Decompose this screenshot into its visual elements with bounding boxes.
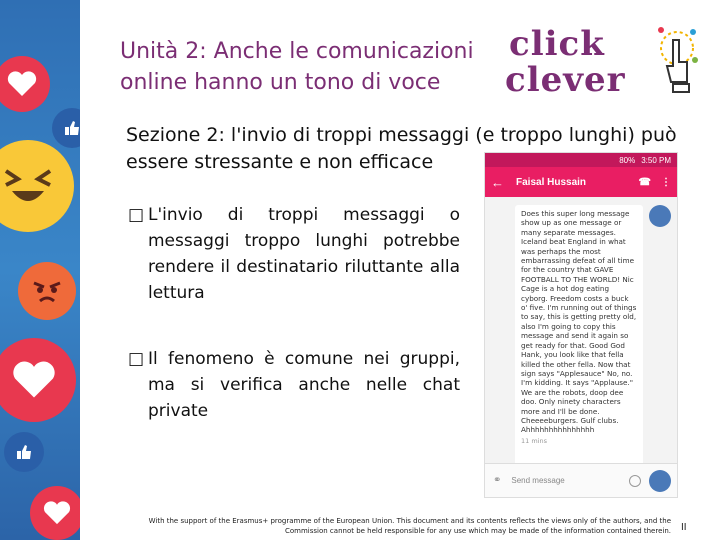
sender-avatar	[649, 205, 671, 227]
checkbox-bullet-icon: □	[128, 205, 145, 225]
contact-name: Faisal Hussain	[516, 176, 587, 188]
slide-title	[120, 36, 474, 98]
message-composer	[485, 463, 678, 497]
message-bubble	[515, 205, 643, 470]
title-line-2: online hanno un tono di voce	[120, 70, 441, 95]
bullet-text: L'invio di troppi messaggi o messaggi troppo lunghi potrebbe rendere il destinatario riluttante alla lettura	[148, 205, 460, 303]
footer-line-1: With the support of the Erasmus+ programme of the European Union. This document and its contents reflects the views only of the authors, and the	[148, 517, 671, 525]
title-line-1: Unità 2: Anche le comunicazioni	[120, 39, 474, 64]
laughing-emoji-icon	[0, 140, 74, 232]
message-text: Does this super long message show up as one message or many separate messages. Iceland beat England in what was perhaps the most embarrassing defeat of all time for the country that GAVE FOOTBALL TO THE WORLD! Nic Cage is a hot dog eating cyborg. Freedom costs a buck o' five. I'm running out of things to say, this is getting pretty old, also I'm going to copy this message and send it again so get ready for that. Good God Hank, you look like that fella killed the other fella. Now that sign says "Applesauce" No, no. I'm kidding. It says "Applause." We are the robots, doop dee doo. Only ninety characters more and I'll be done. Cheeeeburgers. Gulf clubs. Ahhhhhhhhhhhhhhh	[521, 209, 637, 435]
phone-status-bar	[485, 153, 677, 167]
bullet-item	[128, 346, 460, 424]
decorative-emoji-strip	[0, 0, 80, 540]
phone-chat-screenshot	[484, 152, 678, 498]
like-thumb-icon	[52, 108, 80, 148]
chat-app-bar	[485, 167, 677, 197]
bullet-item	[128, 202, 460, 306]
footer-line-2: Commission cannot be held responsible for any use which may be made of the information contained therein.	[285, 527, 671, 535]
clock: 3:50 PM	[641, 155, 671, 165]
message-input[interactable]: Send message	[511, 476, 565, 485]
like-thumb-icon	[4, 432, 44, 472]
eu-disclaimer-footer	[126, 516, 671, 536]
message-timestamp: 11 mins	[521, 436, 547, 445]
logo-word-click: click	[509, 24, 605, 64]
bullet-text: Il fenomeno è comune nei gruppi, ma si verifica anche nelle chat private	[148, 349, 460, 421]
battery-level: 80%	[619, 155, 636, 165]
heart-icon	[0, 338, 76, 422]
attach-icon[interactable]: ⚭	[493, 475, 502, 486]
heart-icon	[30, 486, 80, 540]
more-menu-icon[interactable]: ⋮	[661, 176, 671, 188]
heart-icon	[0, 56, 50, 112]
page-number: II	[681, 522, 687, 533]
pointing-hand-icon	[651, 22, 701, 96]
user-avatar	[649, 470, 671, 492]
logo-word-clever: clever	[505, 60, 626, 100]
click-clever-logo	[505, 24, 705, 106]
section-heading: Sezione 2: l'invio di troppi messaggi (e troppo lunghi) può essere stressante e non efficace	[126, 124, 677, 173]
call-icon[interactable]: ☎	[638, 176, 651, 188]
back-arrow-icon[interactable]: ←	[491, 174, 504, 190]
angry-emoji-icon	[18, 262, 76, 320]
checkbox-bullet-icon: □	[128, 349, 145, 369]
emoji-picker-icon[interactable]	[629, 475, 641, 487]
